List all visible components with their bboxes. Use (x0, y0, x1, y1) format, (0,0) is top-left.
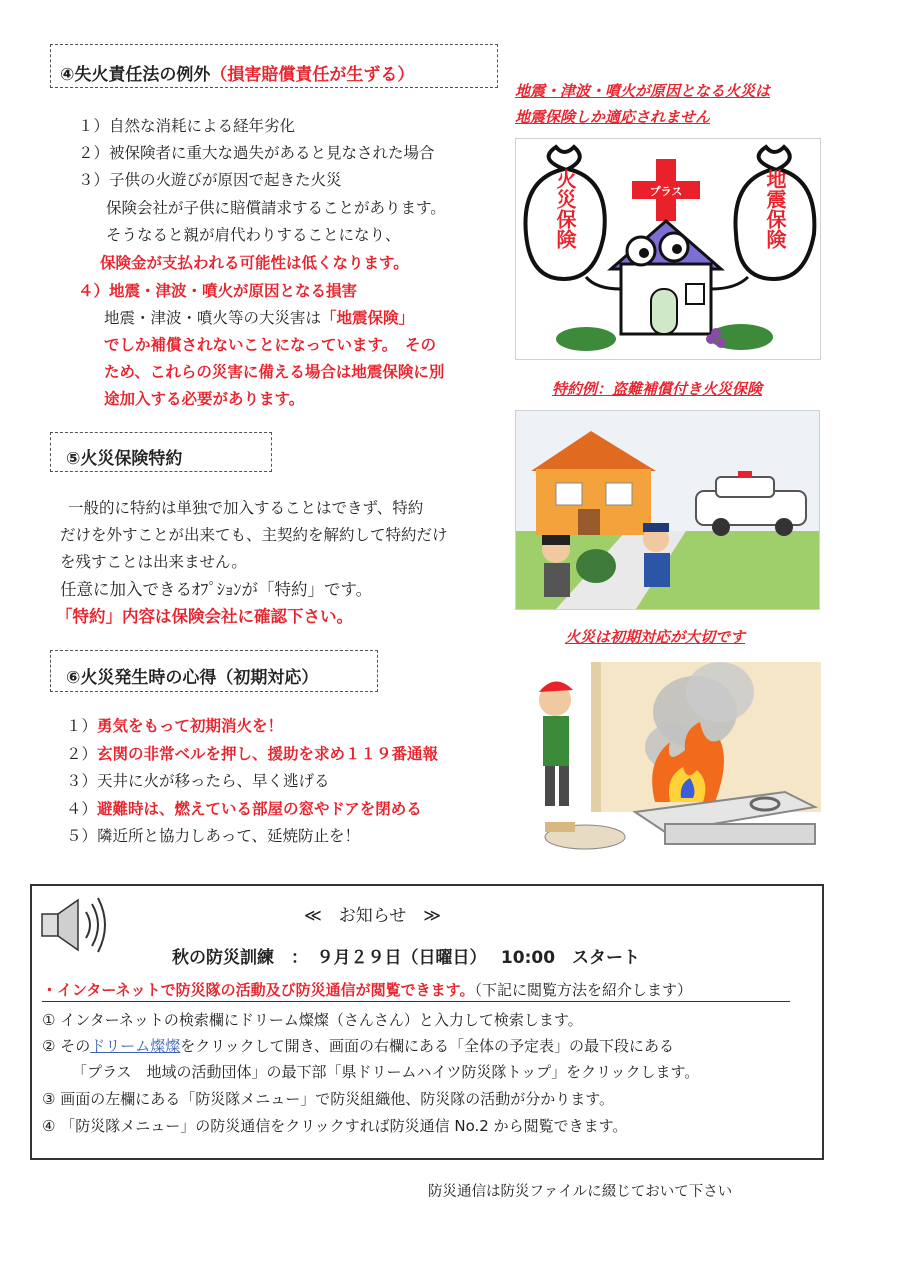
caption-theft: 特約例：盗難補償付き火災保険 (552, 380, 763, 398)
notice-box (30, 884, 824, 1160)
dream-sansan-link[interactable]: ドリーム燦燦 (90, 1037, 181, 1055)
s6-item-2: ２）玄関の非常ベルを押し、援助を求め１１９番通報 (66, 745, 439, 763)
notice-step1: ① インターネットの検索欄にドリーム燦燦（さんさん）と入力して検索します。 (42, 1011, 583, 1029)
notice-title: ≪ お知らせ ≫ (304, 906, 442, 926)
notice-step2-cont: 「プラス 地域の活動団体」の最下部「県ドリームハイツ防災隊トップ」をクリックします。 (72, 1063, 700, 1081)
s5-line-4: 任意に加入できるｵﾌﾟｼｮﾝが「特約」です。 (60, 580, 373, 599)
theft-svg (516, 411, 819, 609)
s4-item-4-detail-4: 途加入する必要があります。 (104, 390, 305, 408)
bag-right-label: 地震保険 (763, 169, 787, 249)
section4-title: ④失火責任法の例外（損害賠償責任が生ずる） (60, 65, 415, 85)
caption-initial: 火災は初期対応が大切です (565, 628, 746, 646)
speaker-icon (40, 894, 110, 956)
kitchen-fire-svg (515, 652, 821, 862)
s6-item-3: ３）天井に火が移ったら、早く逃げる (66, 772, 330, 790)
s4-item-3-detail-2: そうなると親が肩代わりすることになり、 (106, 226, 401, 244)
s4-item-4-detail-1: 地震・津波・噴火等の大災害は「地震保険」 (104, 309, 415, 327)
s4-item-3: ３）子供の火遊びが原因で起きた火災 (78, 171, 342, 189)
s4-item-4-detail-3: ため、これらの災害に備える場合は地震保険に別 (104, 363, 445, 381)
house-insurance-svg (516, 139, 820, 359)
s4-item-4-detail-2: でしか補償されないことになっています。 その (104, 336, 437, 354)
s4-item-2: ２）被保険者に重大な過失があると見なされた場合 (78, 144, 435, 162)
s6-item-5: ５）隣近所と協力しあって、延焼防止を！ (66, 827, 361, 845)
s4-earthquake-insurance: 「地震保険」 (321, 309, 415, 327)
s6-item-1: １）勇気をもって初期消火を！ (66, 717, 284, 735)
notice-step4: ④ 「防災隊メニュー」の防災通信をクリックすれば防災通信 No.2 から閲覧できます。 (42, 1117, 628, 1135)
s5-line-5: 「特約」内容は保険会社に確認下さい。 (56, 607, 353, 626)
notice-internet: ・インターネットで防災隊の活動及び防災通信が閲覧できます。（下記に閲覧方法を紹介します） (42, 981, 692, 999)
s4-item-4: ４）地震・津波・噴火が原因となる損害 (78, 282, 358, 300)
section5-title: ⑤火災保険特約 (66, 449, 183, 469)
s5-line-3: を残すことは出来ません。 (60, 553, 247, 571)
footer-note: 防災通信は防災ファイルに綴じておいて下さい (428, 1184, 733, 1200)
s5-line-2: だけを外すことが出来ても、主契約を解約して特約だけ (60, 526, 448, 544)
caption-earthquake-1: 地震・津波・噴火が原因となる火災は (515, 82, 771, 100)
caption-earthquake-2: 地震保険しか適応されません (515, 108, 711, 126)
s6-item-4: ４）避難時は、燃えている部屋の窓やドアを閉める (66, 800, 422, 818)
illustration-kitchen-fire (515, 652, 821, 862)
illustration-house-insurance (515, 138, 821, 360)
notice-drill: 秋の防災訓練 ： ９月２９日（日曜日） 10:00 スタート (172, 948, 641, 968)
section4-title-note: （損害賠償責任が生ずる） (210, 65, 415, 85)
illustration-theft (515, 410, 820, 610)
notice-divider (42, 1001, 790, 1002)
s5-line-1: 一般的に特約は単独で加入することはできず、特約 (68, 499, 424, 517)
notice-step3: ③ 画面の左欄にある「防災隊メニュー」で防災組織他、防災隊の活動が分かります。 (42, 1090, 615, 1108)
notice-step2: ② そのドリーム燦燦をクリックして開き、画面の右欄にある「全体の予定表」の最下段にある (42, 1037, 675, 1055)
cross-label: プラス (649, 185, 683, 198)
s4-item-3-detail-3: 保険金が支払われる可能性は低くなります。 (100, 254, 409, 272)
s4-item-3-detail-1: 保険会社が子供に賠償請求することがあります。 (106, 199, 446, 217)
s4-item-1: １）自然な消耗による経年劣化 (78, 117, 296, 135)
bag-left-label: 火災保険 (553, 169, 577, 249)
section6-title: ⑥火災発生時の心得（初期対応） (66, 668, 319, 688)
